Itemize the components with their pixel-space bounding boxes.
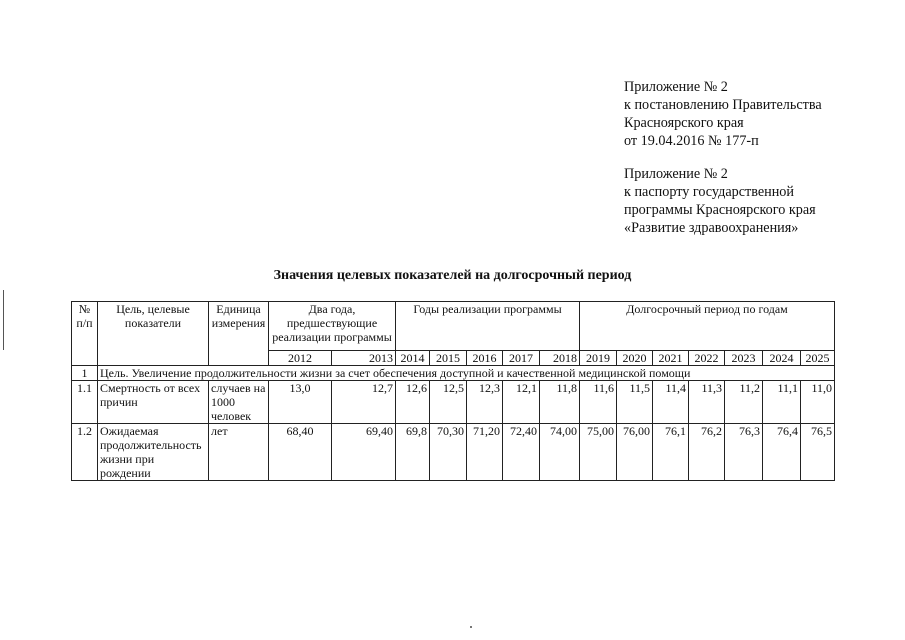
- scan-dot: [470, 626, 472, 628]
- appendix-line: Приложение № 2: [624, 79, 728, 95]
- header-program-years: Годы реализации программы: [396, 302, 580, 351]
- value-cell: 12,3: [467, 381, 503, 424]
- appendix-block-passport: [624, 165, 816, 237]
- value-cell: 76,4: [763, 424, 801, 481]
- year-cell: 2023: [725, 351, 763, 366]
- year-cell: 2020: [617, 351, 653, 366]
- appendix-line: Приложение № 2: [624, 166, 728, 182]
- value-cell: 12,6: [396, 381, 430, 424]
- value-cell: 69,40: [332, 424, 396, 481]
- year-cell: 2015: [430, 351, 467, 366]
- row-num: 1.2: [72, 424, 98, 481]
- value-cell: 74,00: [540, 424, 580, 481]
- year-cell: 2012: [269, 351, 332, 366]
- value-cell: 11,2: [725, 381, 763, 424]
- goal-text: Цель. Увеличение продолжительности жизни за счет обеспечения доступной и качественной медицинской помощи: [98, 366, 835, 381]
- year-cell: 2025: [801, 351, 835, 366]
- table-header-row: [72, 302, 835, 351]
- year-cell: 2022: [689, 351, 725, 366]
- value-cell: 71,20: [467, 424, 503, 481]
- header-two-years: Два года, предшествующие реализации программы: [269, 302, 396, 351]
- appendix-line: Красноярского края: [624, 115, 744, 131]
- header-goal: Цель, целевые показатели: [98, 302, 209, 366]
- document-title: Значения целевых показателей на долгосрочный период: [273, 268, 632, 283]
- year-cell: 2024: [763, 351, 801, 366]
- goal-row: [72, 366, 835, 381]
- value-cell: 11,0: [801, 381, 835, 424]
- value-cell: 76,3: [725, 424, 763, 481]
- year-cell: 2019: [580, 351, 617, 366]
- appendix-line: к паспорту государственной: [624, 184, 794, 200]
- value-cell: 12,5: [430, 381, 467, 424]
- header-num: № п/п: [72, 302, 98, 366]
- row-name: Смертность от всех причин: [98, 381, 209, 424]
- row-num: 1.1: [72, 381, 98, 424]
- year-cell: 2018: [540, 351, 580, 366]
- table-row: [72, 381, 835, 424]
- scan-margin-line: [3, 290, 4, 350]
- row-name: Ожидаемая продолжительность жизни при рождении: [98, 424, 209, 481]
- value-cell: 70,30: [430, 424, 467, 481]
- value-cell: 11,6: [580, 381, 617, 424]
- appendix-block-resolution: [624, 78, 822, 150]
- value-cell: 76,2: [689, 424, 725, 481]
- indicators-table: [71, 301, 835, 481]
- value-cell: 13,0: [269, 381, 332, 424]
- year-cell: 2013: [332, 351, 396, 366]
- value-cell: 11,3: [689, 381, 725, 424]
- year-cell: 2014: [396, 351, 430, 366]
- value-cell: 69,8: [396, 424, 430, 481]
- value-cell: 12,7: [332, 381, 396, 424]
- value-cell: 11,4: [653, 381, 689, 424]
- year-cell: 2021: [653, 351, 689, 366]
- header-long-term: Долгосрочный период по годам: [580, 302, 835, 351]
- value-cell: 76,1: [653, 424, 689, 481]
- row-unit: случаев на 1000 человек: [209, 381, 269, 424]
- row-unit: лет: [209, 424, 269, 481]
- appendix-line: «Развитие здравоохранения»: [624, 220, 799, 236]
- appendix-line: программы Красноярского края: [624, 202, 816, 218]
- year-cell: 2016: [467, 351, 503, 366]
- value-cell: 75,00: [580, 424, 617, 481]
- value-cell: 12,1: [503, 381, 540, 424]
- appendix-line: от 19.04.2016 № 177-п: [624, 133, 759, 149]
- goal-num: 1: [72, 366, 98, 381]
- value-cell: 76,00: [617, 424, 653, 481]
- table-row: [72, 424, 835, 481]
- header-unit: Единица измерения: [209, 302, 269, 366]
- value-cell: 76,5: [801, 424, 835, 481]
- appendix-line: к постановлению Правительства: [624, 97, 822, 113]
- value-cell: 11,8: [540, 381, 580, 424]
- year-cell: 2017: [503, 351, 540, 366]
- value-cell: 11,5: [617, 381, 653, 424]
- value-cell: 11,1: [763, 381, 801, 424]
- value-cell: 68,40: [269, 424, 332, 481]
- value-cell: 72,40: [503, 424, 540, 481]
